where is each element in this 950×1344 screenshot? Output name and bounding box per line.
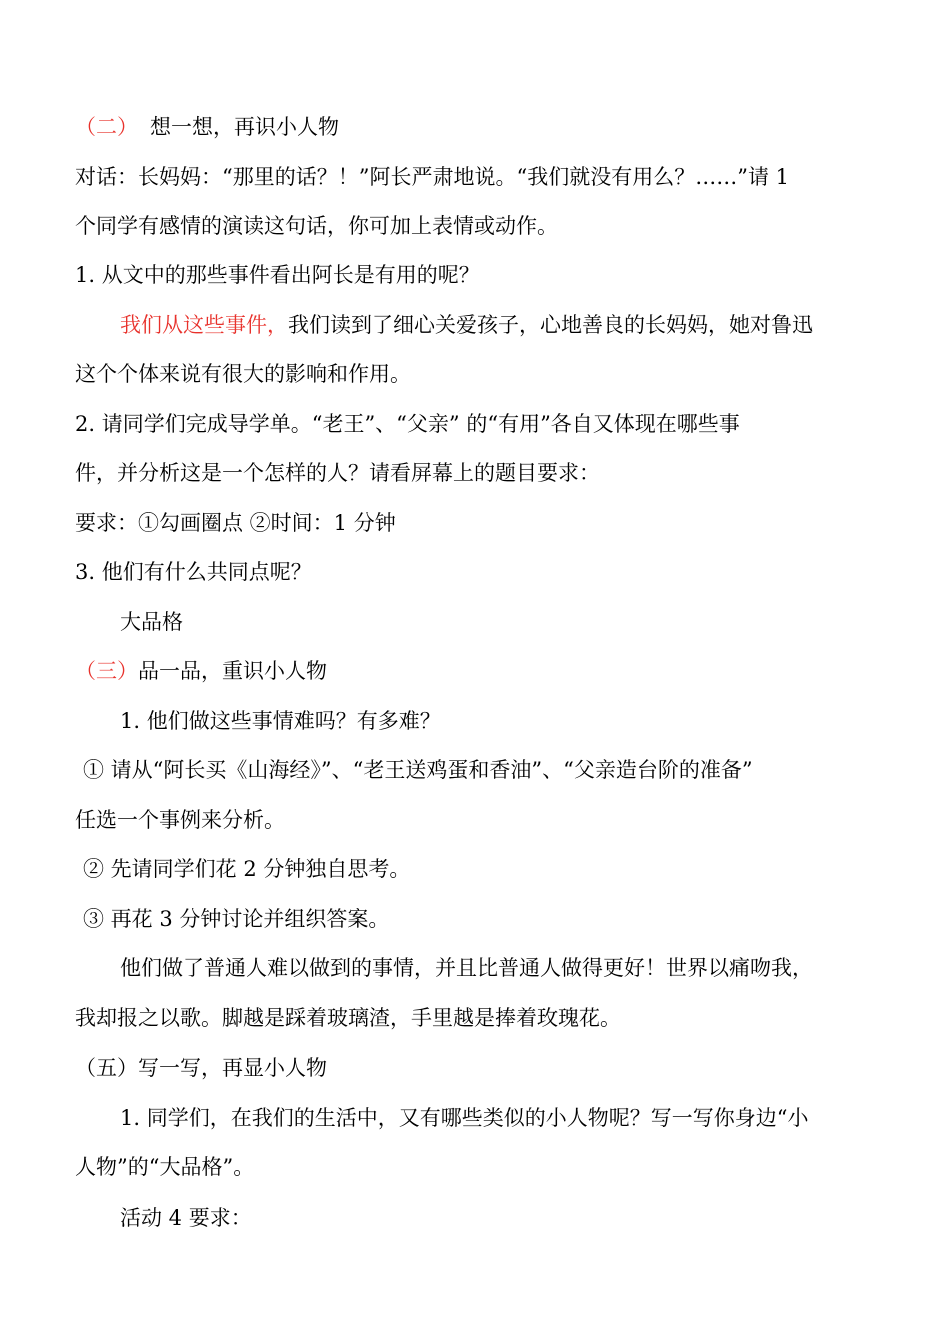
section-5-question-1-line-1: 1. 同学们，在我们的生活中，又有哪些类似的小人物呢？写一写你身边“小 bbox=[120, 1106, 809, 1130]
dialogue-line-2: 个同学有感情的演读这句话，你可加上表情或动作。 bbox=[75, 214, 558, 238]
section-3-title: 品一品，重识小人物 bbox=[138, 659, 327, 683]
section-3-number: （三） bbox=[75, 659, 138, 683]
requirement-line: 要求：①勾画圈点 ②时间：1 分钟 bbox=[75, 511, 396, 535]
question-1: 1. 从文中的那些事件看出阿长是有用的呢？ bbox=[75, 263, 480, 287]
section-3-step-1-line-2: 任选一个事例来分析。 bbox=[75, 808, 285, 832]
section-5-question-1-line-2: 人物”的“大品格”。 bbox=[75, 1155, 255, 1179]
section-3-answer-line-1: 他们做了普通人难以做到的事情，并且比普通人做得更好！世界以痛吻我， bbox=[120, 956, 813, 980]
section-5-activity: 活动 4 要求： bbox=[120, 1206, 252, 1230]
answer-1-line-1 bbox=[120, 310, 813, 340]
answer-1-rest: 我们读到了细心关爱孩子，心地善良的长妈妈，她对鲁迅 bbox=[288, 313, 813, 337]
section-2-title: 想一想，再识小人物 bbox=[150, 115, 339, 139]
question-2-line-1: 2. 请同学们完成导学单。“老王”、“父亲” 的“有用”各自又体现在哪些事 bbox=[75, 412, 740, 436]
section-3-answer-line-2: 我却报之以歌。脚越是踩着玻璃渣，手里越是捧着玫瑰花。 bbox=[75, 1006, 621, 1030]
answer-3: 大品格 bbox=[120, 610, 183, 634]
question-3: 3. 他们有什么共同点呢？ bbox=[75, 560, 312, 584]
section-2-heading bbox=[75, 112, 339, 142]
answer-1-line-2: 这个个体来说有很大的影响和作用。 bbox=[75, 362, 411, 386]
section-3-question-1: 1. 他们做这些事情难吗？有多难？ bbox=[120, 709, 441, 733]
section-3-step-3: ③ 再花 3 分钟讨论并组织答案。 bbox=[83, 907, 390, 931]
section-5-heading: （五）写一写，再显小人物 bbox=[75, 1056, 327, 1080]
section-3-step-1-line-1: ① 请从“阿长买《山海经》”、“老王送鸡蛋和香油”、“父亲造台阶的准备” bbox=[83, 758, 753, 782]
answer-1-highlight: 我们从这些事件， bbox=[120, 313, 288, 337]
section-3-step-2: ② 先请同学们花 2 分钟独自思考。 bbox=[83, 857, 411, 881]
section-3-heading bbox=[75, 656, 327, 686]
dialogue-line-1: 对话：长妈妈：“那里的话？！”阿长严肃地说。“我们就没有用么？……”请 1 bbox=[75, 165, 789, 189]
question-2-line-2: 件，并分析这是一个怎样的人？请看屏幕上的题目要求： bbox=[75, 461, 600, 485]
section-2-number: （二） bbox=[75, 115, 138, 139]
